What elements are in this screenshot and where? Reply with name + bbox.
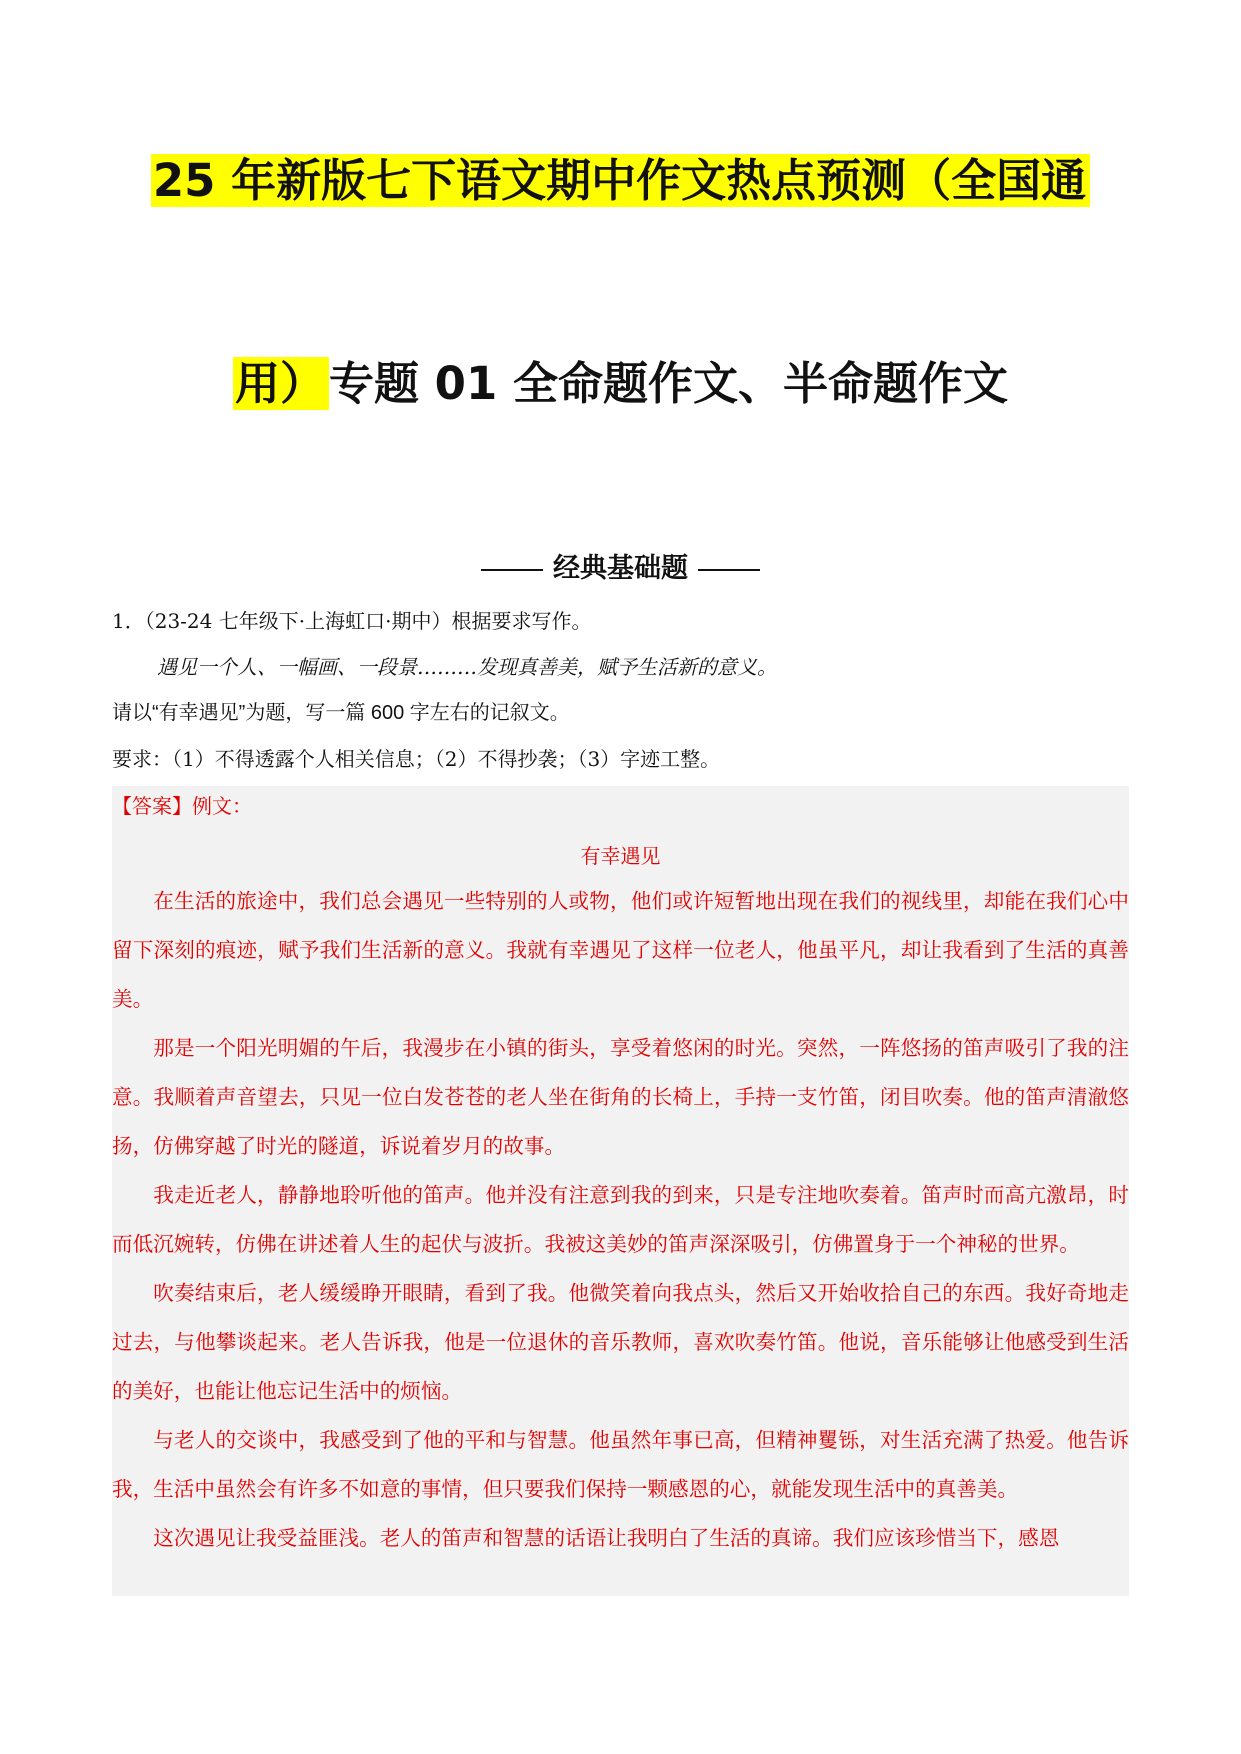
- answer-example-label: 例文：: [192, 794, 252, 818]
- title-highlight-2: 用）: [233, 357, 329, 410]
- answer-tag: 【答案】: [112, 794, 192, 818]
- title-highlight-1: 25 年新版七下语文期中作文热点预测（全国通: [151, 154, 1090, 207]
- essay-paragraph: 吹奏结束后，老人缓缓睁开眼睛，看到了我。他微笑着向我点头，然后又开始收拾自己的东西。我好奇地走过去，与他攀谈起来。老人告诉我，他是一位退休的音乐教师，喜欢吹奏竹笛。他说，音乐能够让他感受到生活的美好，也能让他忘记生活中的烦恼。: [112, 1281, 1129, 1403]
- title-topic: 专题 01 全命题作文、半命题作文: [329, 357, 1008, 410]
- section-heading: [0, 551, 1241, 587]
- essay-paragraph: 我走近老人，静静地聆听他的笛声。他并没有注意到我的到来，只是专注地吹奏着。笛声时而高亢激昂，时而低沉婉转，仿佛在讲述着人生的起伏与波折。我被这美妙的笛声深深吸引，仿佛置身于一个神秘的世界。: [112, 1183, 1129, 1256]
- answer-label: [112, 792, 252, 820]
- document-title-line-1: [0, 153, 1241, 209]
- document-title-line-2: [0, 356, 1241, 412]
- essay-paragraph: 在生活的旅途中，我们总会遇见一些特别的人或物，他们或许短暂地出现在我们的视线里，却能在我们心中留下深刻的痕迹，赋予我们生活新的意义。我就有幸遇见了这样一位老人，他虽平凡，却让我看到了生活的真善美。: [112, 889, 1129, 1011]
- essay-body: [112, 877, 1129, 1563]
- heading-rule-left: [481, 569, 543, 571]
- heading-rule-right: [698, 569, 760, 571]
- essay-paragraph: 与老人的交谈中，我感受到了他的平和与智慧。他虽然年事已高，但精神矍铄，对生活充满了热爱。他告诉我，生活中虽然会有许多不如意的事情，但只要我们保持一颗感恩的心，就能发现生活中的真善美。: [112, 1428, 1129, 1501]
- section-heading-text: 经典基础题: [553, 553, 688, 584]
- question-prompt: 遇见一个人、一幅画、一段景………发现真善美，赋予生活新的意义。: [157, 655, 777, 679]
- question-instruction: 请以“有幸遇见”为题，写一篇 600 字左右的记叙文。: [112, 702, 570, 724]
- essay-paragraph: 这次遇见让我受益匪浅。老人的笛声和智慧的话语让我明白了生活的真谛。我们应该珍惜当下，感恩: [153, 1526, 1060, 1550]
- essay-paragraph: 那是一个阳光明媚的午后，我漫步在小镇的街头，享受着悠闲的时光。突然，一阵悠扬的笛声吸引了我的注意。我顺着声音望去，只见一位白发苍苍的老人坐在街角的长椅上，手持一支竹笛，闭目吹奏。他的笛声清澈悠扬，仿佛穿越了时光的隧道，诉说着岁月的故事。: [112, 1036, 1129, 1158]
- question-requirements: 要求：（1）不得透露个人相关信息；（2）不得抄袭；（3）字迹工整。: [112, 747, 721, 771]
- essay-title: 有幸遇见: [580, 844, 661, 868]
- question-source-line: 1．（23-24 七年级下·上海虹口·期中）根据要求写作。: [112, 609, 592, 633]
